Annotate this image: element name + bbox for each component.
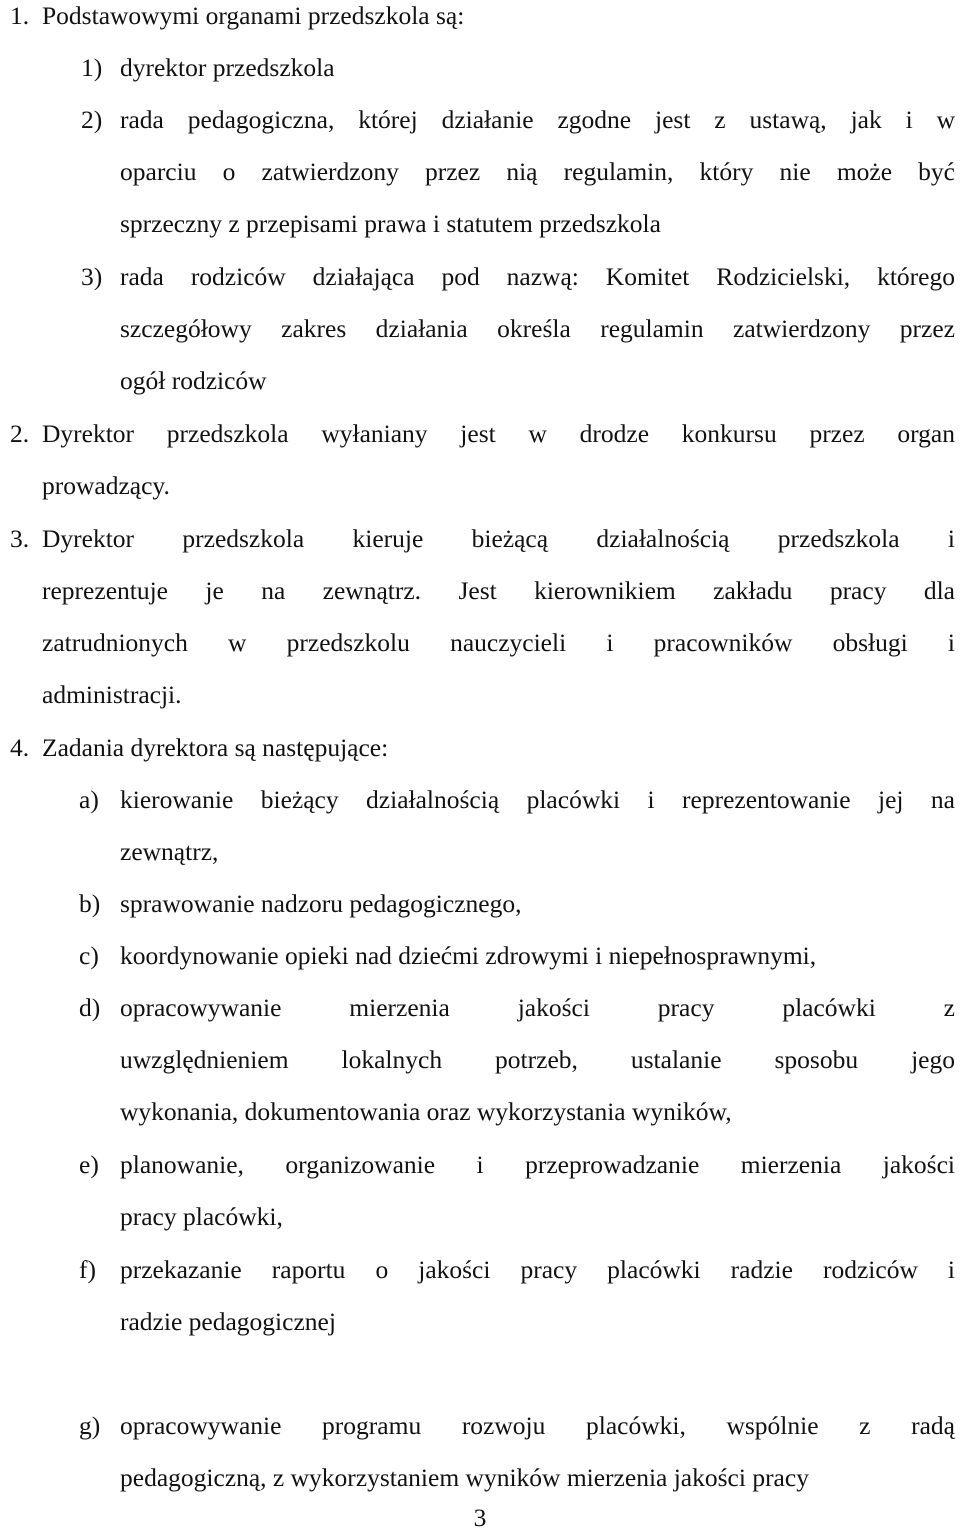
- subitem-number: 1): [81, 53, 103, 82]
- subitem-line: pedagogiczną, z wykorzystaniem wyników mierzenia jakości pracy: [120, 1463, 809, 1492]
- subitem-line: sprawowanie nadzoru pedagogicznego,: [120, 889, 522, 918]
- subitem-number: g): [79, 1411, 101, 1440]
- item-number: 4.: [10, 733, 30, 762]
- item-line: Dyrektor przedszkola wyłaniany jest w drodze konkursu przez organ: [42, 419, 955, 448]
- subitem-number: e): [79, 1150, 99, 1179]
- subitem-line: planowanie, organizowanie i przeprowadzanie mierzenia jakości: [120, 1150, 955, 1179]
- subitem-line: rada pedagogiczna, której działanie zgodne jest z ustawą, jak i w: [120, 105, 955, 134]
- item-line: administracji.: [42, 680, 182, 709]
- subitem-line: oparciu o zatwierdzony przez nią regulamin, który nie może być: [120, 157, 955, 186]
- subitem-number: d): [79, 993, 101, 1022]
- page-number: 3: [473, 1503, 487, 1532]
- subitem-line: kierowanie bieżący działalnością placówki i reprezentowanie jej na: [120, 785, 955, 814]
- item-number: 1.: [10, 1, 30, 30]
- subitem-line: koordynowanie opieki nad dziećmi zdrowymi i niepełnosprawnymi,: [120, 941, 817, 970]
- subitem-number: c): [79, 941, 99, 970]
- subitem-line: uwzględnieniem lokalnych potrzeb, ustalanie sposobu jego: [120, 1045, 955, 1074]
- subitem-line: ogół rodziców: [120, 366, 267, 395]
- item-line: Dyrektor przedszkola kieruje bieżącą działalnością przedszkola i: [42, 524, 955, 553]
- subitem-line: przekazanie raportu o jakości pracy placówki radzie rodziców i: [120, 1255, 955, 1284]
- subitem-line: radzie pedagogicznej: [120, 1307, 336, 1336]
- subitem-line: rada rodziców działająca pod nazwą: Komitet Rodzicielski, którego: [120, 262, 955, 291]
- subitem-number: b): [79, 889, 101, 918]
- subitem-number: 2): [81, 105, 103, 134]
- item-text: Podstawowymi organami przedszkola są:: [42, 1, 465, 30]
- item-number: 2.: [10, 419, 30, 448]
- subitem-number: 3): [81, 262, 103, 291]
- subitem-line: pracy placówki,: [120, 1202, 283, 1231]
- item-number: 3.: [10, 524, 30, 553]
- subitem-number: f): [79, 1255, 96, 1284]
- item-line: prowadzący.: [42, 471, 170, 500]
- subitem-line: sprzeczny z przepisami prawa i statutem przedszkola: [120, 209, 661, 238]
- subitem-line: zewnątrz,: [120, 837, 219, 866]
- subitem-line: opracowywanie mierzenia jakości pracy placówki z: [120, 993, 955, 1022]
- item-line: reprezentuje je na zewnątrz. Jest kierownikiem zakładu pracy dla: [42, 576, 955, 605]
- item-line: zatrudnionych w przedszkolu nauczycieli i pracowników obsługi i: [42, 628, 955, 657]
- subitem-line: dyrektor przedszkola: [120, 53, 335, 82]
- subitem-line: opracowywanie programu rozwoju placówki, wspólnie z radą: [120, 1411, 955, 1440]
- item-text: Zadania dyrektora są następujące:: [42, 733, 389, 762]
- subitem-line: wykonania, dokumentowania oraz wykorzystania wyników,: [120, 1097, 732, 1126]
- subitem-line: szczegółowy zakres działania określa regulamin zatwierdzony przez: [120, 314, 955, 343]
- subitem-number: a): [79, 785, 99, 814]
